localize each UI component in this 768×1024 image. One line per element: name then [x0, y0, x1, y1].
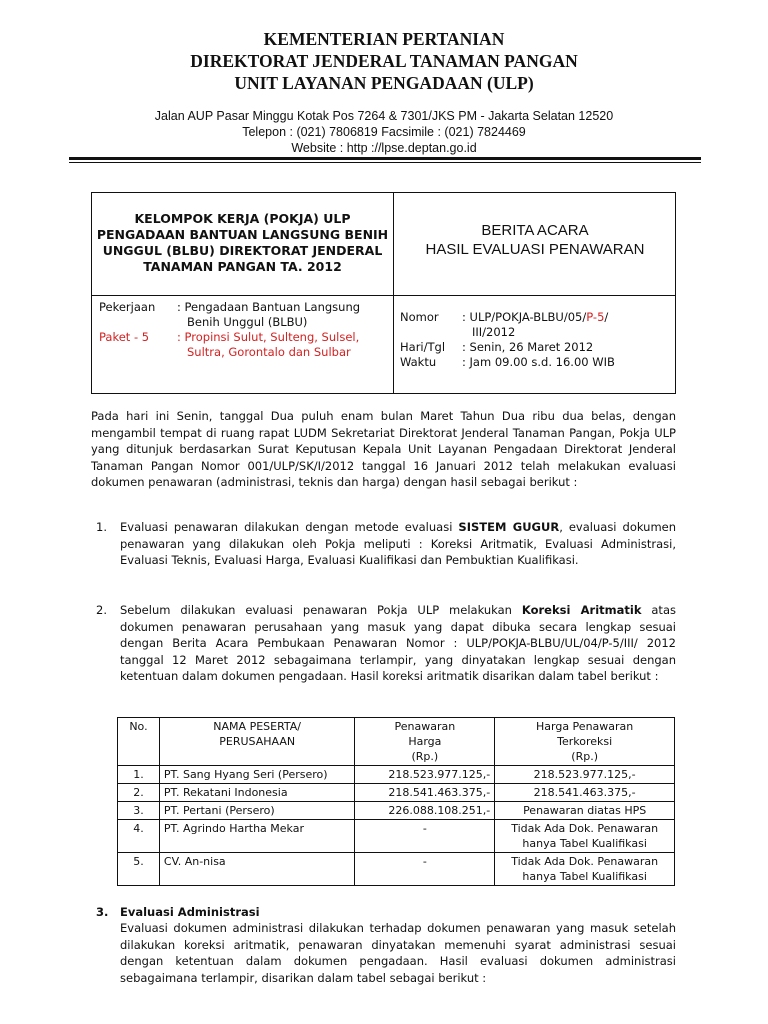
cell-no: 2. — [118, 784, 160, 802]
pekerjaan-value-cont: Benih Unggul (BLBU) — [187, 315, 308, 329]
intro-paragraph: Pada hari ini Senin, tanggal Dua puluh enam bulan Maret Tahun Dua ribu dua belas, dengan mengambil tempat di ruang rapat LUDM Sekretariat Direktorat Jenderal Tanaman Pangan, Pokja ULP yang ditunjuk berdasarkan Surat Keputusan Kepala Unit Layanan Pengadaan Direktorat Jenderal Tanaman Pangan Nomor 001/ULP/SK/I/2012 tanggal 16 Januari 2012 telah melakukan evaluasi dokumen penawaran (administrasi, teknis dan harga) dengan hasil sebagai berikut : — [91, 409, 676, 489]
waktu-label: Waktu — [400, 355, 437, 369]
cell-terkoreksi: Penawaran diatas HPS — [495, 802, 675, 820]
letterhead-divider-thin — [69, 162, 701, 163]
cell-penawaran: 218.523.977.125,- — [355, 766, 495, 784]
nomor-value-cont: III/2012 — [472, 325, 516, 339]
table-row — [118, 784, 675, 802]
table-header-row — [118, 718, 675, 766]
directorate-name: DIREKTORAT JENDERAL TANAMAN PANGAN — [190, 51, 578, 71]
paket-value-cont: Sultra, Gorontalo dan Sulbar — [187, 345, 351, 359]
document-title — [394, 221, 676, 259]
cell-nama: PT. Sang Hyang Seri (Persero) — [159, 766, 355, 784]
item2-text-start: Sebelum dilakukan evaluasi penawaran Pokja ULP melakukan — [120, 603, 522, 617]
header-penawaran — [355, 718, 495, 766]
ministry-name: KEMENTERIAN PERTANIAN — [263, 29, 505, 49]
cell-nama: PT. Agrindo Hartha Mekar — [159, 820, 355, 853]
header-box-horizontal-divider — [92, 295, 675, 296]
cell-terkoreksi: 218.523.977.125,- — [495, 766, 675, 784]
item1-text-end: , evaluasi dokumen penawaran yang dilakukan oleh Pokja meliputi : Koreksi Aritmatik, Evaluasi Administrasi, Evaluasi Teknis, Evaluasi Harga, Evaluasi Kualifikasi dan Pembuktian Kualifikasi. — [120, 520, 677, 567]
cell-no: 3. — [118, 802, 160, 820]
header-no: No. — [118, 718, 160, 766]
pokja-line: TANAMAN PANGAN TA. 2012 — [143, 259, 342, 274]
pekerjaan-label: Pekerjaan — [99, 300, 156, 314]
work-info — [99, 300, 389, 360]
cell-terkoreksi-line2: hanya Tabel Kualifikasi — [522, 837, 647, 850]
header-terkoreksi-line1: Harga Penawaran — [536, 720, 634, 733]
item3-number: 3. — [96, 905, 109, 919]
doc-title-line2: HASIL EVALUASI PENAWARAN — [425, 241, 645, 258]
cell-penawaran: - — [355, 853, 495, 886]
cell-nama: CV. An-nisa — [159, 853, 355, 886]
nomor-prefix: : ULP/POKJA-BLBU/05/ — [462, 310, 587, 324]
item3-title: Evaluasi Administrasi — [120, 905, 260, 919]
item2-text-end: atas dokumen penawaran perusahaan yang masuk yang dapat dibuka secara lengkap sesuai dengan Berita Acara Pembukaan Penawaran Nomor : ULP/POKJA-BLBU/UL/04/P-5/III/ 2012 tanggal 12 Maret 2012 sebagaimana terlampir, yang dinyatakan lengkap sesuai dengan ketentuan dalam dokumen pengadaan. Hasil koreksi aritmatik disarikan dalam tabel berikut : — [120, 603, 676, 683]
cell-terkoreksi-line1: Tidak Ada Dok. Penawaran — [511, 822, 659, 835]
cell-no: 1. — [118, 766, 160, 784]
header-penawaran-line3: (Rp.) — [411, 750, 439, 763]
item2-keyword: Koreksi Aritmatik — [521, 603, 642, 617]
header-terkoreksi-line2: Terkoreksi — [557, 735, 613, 748]
unit-name: UNIT LAYANAN PENGADAAN (ULP) — [234, 73, 534, 93]
pekerjaan-value: : Pengadaan Bantuan Langsung — [177, 300, 361, 314]
nomor-label: Nomor — [400, 310, 439, 324]
item1-text — [120, 519, 676, 569]
contact-block — [0, 108, 768, 156]
item1-number: 1. — [96, 520, 107, 534]
table-row — [118, 820, 675, 853]
header-penawaran-line1: Penawaran — [394, 720, 456, 733]
paket-value: : Propinsi Sulut, Sulteng, Sulsel, — [177, 330, 360, 344]
nomor-paket: P-5 — [586, 310, 605, 324]
nomor-suffix: / — [604, 310, 609, 324]
letterhead — [0, 28, 768, 94]
cell-no: 4. — [118, 820, 160, 853]
cell-no: 5. — [118, 853, 160, 886]
cell-terkoreksi-line2: hanya Tabel Kualifikasi — [522, 870, 647, 883]
cell-terkoreksi — [495, 820, 675, 853]
aritmatik-table — [117, 717, 675, 886]
table-row — [118, 853, 675, 886]
paket-label: Paket - 5 — [99, 330, 150, 344]
cell-nama: PT. Rekatani Indonesia — [159, 784, 355, 802]
cell-penawaran: - — [355, 820, 495, 853]
cell-nama: PT. Pertani (Persero) — [159, 802, 355, 820]
item1-method: SISTEM GUGUR — [458, 520, 560, 534]
pokja-line: PENGADAAN BANTUAN LANGSUNG BENIH — [96, 227, 389, 242]
document-header-box — [91, 192, 676, 394]
haritgl-value: : Senin, 26 Maret 2012 — [462, 340, 594, 354]
header-penawaran-line2: Harga — [408, 735, 442, 748]
website: Website : http ://lpse.deptan.go.id — [291, 141, 477, 155]
item2-text — [120, 602, 676, 685]
header-terkoreksi — [495, 718, 675, 766]
table-row — [118, 766, 675, 784]
cell-penawaran: 218.541.463.375,- — [355, 784, 495, 802]
cell-terkoreksi-line1: Tidak Ada Dok. Penawaran — [511, 855, 659, 868]
address: Jalan AUP Pasar Minggu Kotak Pos 7264 & 7301/JKS PM - Jakarta Selatan 12520 — [154, 109, 614, 123]
header-nama-line2: PERUSAHAAN — [219, 735, 296, 748]
phone: Telepon : (021) 7806819 Facsimile : (021) 7824469 — [242, 125, 526, 139]
pokja-title — [92, 211, 393, 275]
header-nama-line1: NAMA PESERTA/ — [213, 720, 302, 733]
cell-terkoreksi: 218.541.463.375,- — [495, 784, 675, 802]
nomor-value — [462, 310, 608, 325]
cell-penawaran: 226.088.108.251,- — [355, 802, 495, 820]
pokja-line: KELOMPOK KERJA (POKJA) ULP — [134, 211, 351, 226]
item1-text-start: Evaluasi penawaran dilakukan dengan metode evaluasi — [120, 520, 459, 534]
item2-number: 2. — [96, 603, 107, 617]
letterhead-divider-thick — [69, 157, 701, 160]
item3-text: Evaluasi dokumen administrasi dilakukan terhadap dokumen penawaran yang masuk setelah dilakukan koreksi aritmatik, penawaran dinyatakan memenuhi syarat administrasi sesuai dengan ketentuan dalam dokumen pengadaan. Hasil evaluasi dokumen administrasi sebagaimana terlampir, disarikan dalam tabel sebagai berikut : — [120, 921, 676, 985]
header-terkoreksi-line3: (Rp.) — [571, 750, 598, 763]
waktu-value: : Jam 09.00 s.d. 16.00 WIB — [462, 355, 615, 369]
cell-terkoreksi — [495, 853, 675, 886]
haritgl-label: Hari/Tgl — [400, 340, 446, 354]
pokja-line: UNGGUL (BLBU) DIREKTORAT JENDERAL — [102, 243, 383, 258]
doc-info — [400, 310, 672, 370]
doc-title-line1: BERITA ACARA — [481, 222, 589, 239]
header-nama — [159, 718, 355, 766]
table-row — [118, 802, 675, 820]
